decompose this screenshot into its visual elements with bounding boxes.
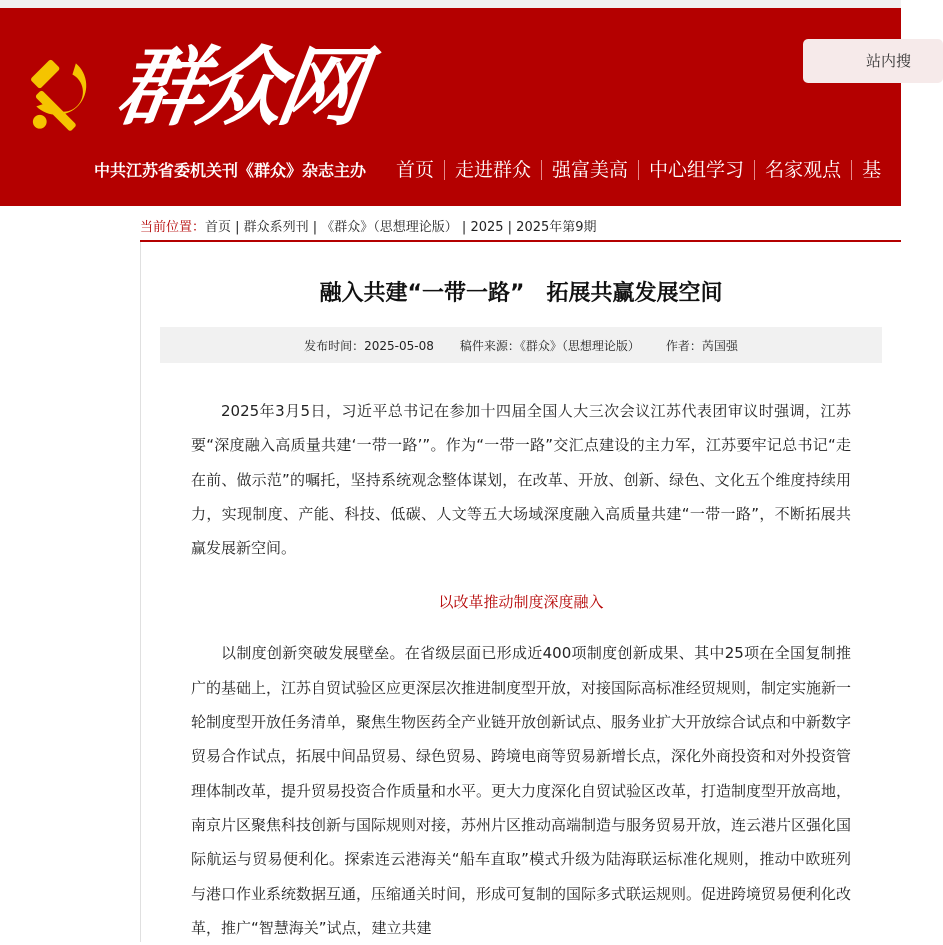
nav-item-home[interactable]: 首页 [396, 159, 435, 181]
hammer-sickle-icon [26, 52, 112, 140]
site-search-box[interactable] [803, 39, 943, 83]
site-logo[interactable]: 群众网 [110, 37, 366, 138]
nav-item-study[interactable]: 中心组学习 [649, 159, 745, 181]
search-label: 站内搜 [866, 52, 912, 70]
nav-item-qiangfu[interactable]: 强富美高 [552, 159, 629, 181]
article-paragraph: 以制度创新突破发展壁垒。在省级层面已形成近400项制度创新成果、其中25项在全国复制推广的基础上，江苏自贸试验区应更深层次推进制度型开放，对接国际高标准经贸规则，制定实施新一轮制度型开放任务清单，聚焦生物医药全产业链开放创新试点、服务业扩大开放综合试点和中新数字贸易合作试点，拓展中间品贸易、绿色贸易、跨境电商等贸易新增长点，深化外商投资和对外投资管理体制改革，提升贸易投资合作质量和水平。更大力度深化自贸试验区改革，打造制度型开放高地，南京片区聚焦科技创新与国际规则对接，苏州片区推动高端制造与服务贸易开放，连云港片区强化国际航运与贸易便利化。探索连云港海关“船车直取”模式升级为陆海联运标准化规则，推动中欧班列与港口作业系统数据互通，压缩通关时间，形成可复制的国际多式联运规则。促进跨境贸易便利化改革，推广“智慧海关”试点，建立共建 [191, 644, 852, 937]
main-nav [386, 155, 891, 185]
breadcrumb-path[interactable]: 首页 | 群众系列刊 | 《群众》（思想理论版） | 2025 | 2025年第9期 [205, 220, 597, 235]
breadcrumb-divider [140, 240, 901, 242]
nav-item-experts[interactable]: 名家观点 [765, 159, 842, 181]
publish-time: 发布时间：2025-05-08 [304, 338, 434, 353]
article-author: 作者：芮国强 [665, 338, 738, 353]
nav-item-more[interactable]: 基 [862, 159, 882, 181]
article-source: 稿件来源：《群众》（思想理论版） [459, 338, 640, 353]
top-strip [0, 0, 901, 8]
content-left-border [140, 242, 141, 942]
breadcrumb-prefix: 当前位置： [140, 220, 206, 235]
nav-item-about[interactable]: 走进群众 [455, 159, 532, 181]
article-title: 融入共建“一带一路” 拓展共赢发展空间 [319, 281, 723, 306]
section-heading: 以改革推动制度深度融入 [438, 593, 604, 612]
article-body [191, 394, 851, 945]
breadcrumb [140, 216, 597, 235]
article-paragraph: 2025年3月5日，习近平总书记在参加十四届全国人大三次会议江苏代表团审议时强调，江苏要“深度融入高质量共建‘一带一路’”。作为“一带一路”交汇点建设的主力军，江苏要牢记总书记“走在前、做示范”的嘱托，坚持系统观念整体谋划，在改革、开放、创新、绿色、文化五个维度持续用力，实现制度、产能、科技、低碳、人文等五大场域深度融入高质量共建“一带一路”，不断拓展共赢发展新空间。 [191, 402, 851, 558]
article-meta [160, 327, 882, 363]
sponsor-text: 中共江苏省委机关刊《群众》杂志主办 [94, 161, 367, 180]
site-header [0, 8, 912, 206]
